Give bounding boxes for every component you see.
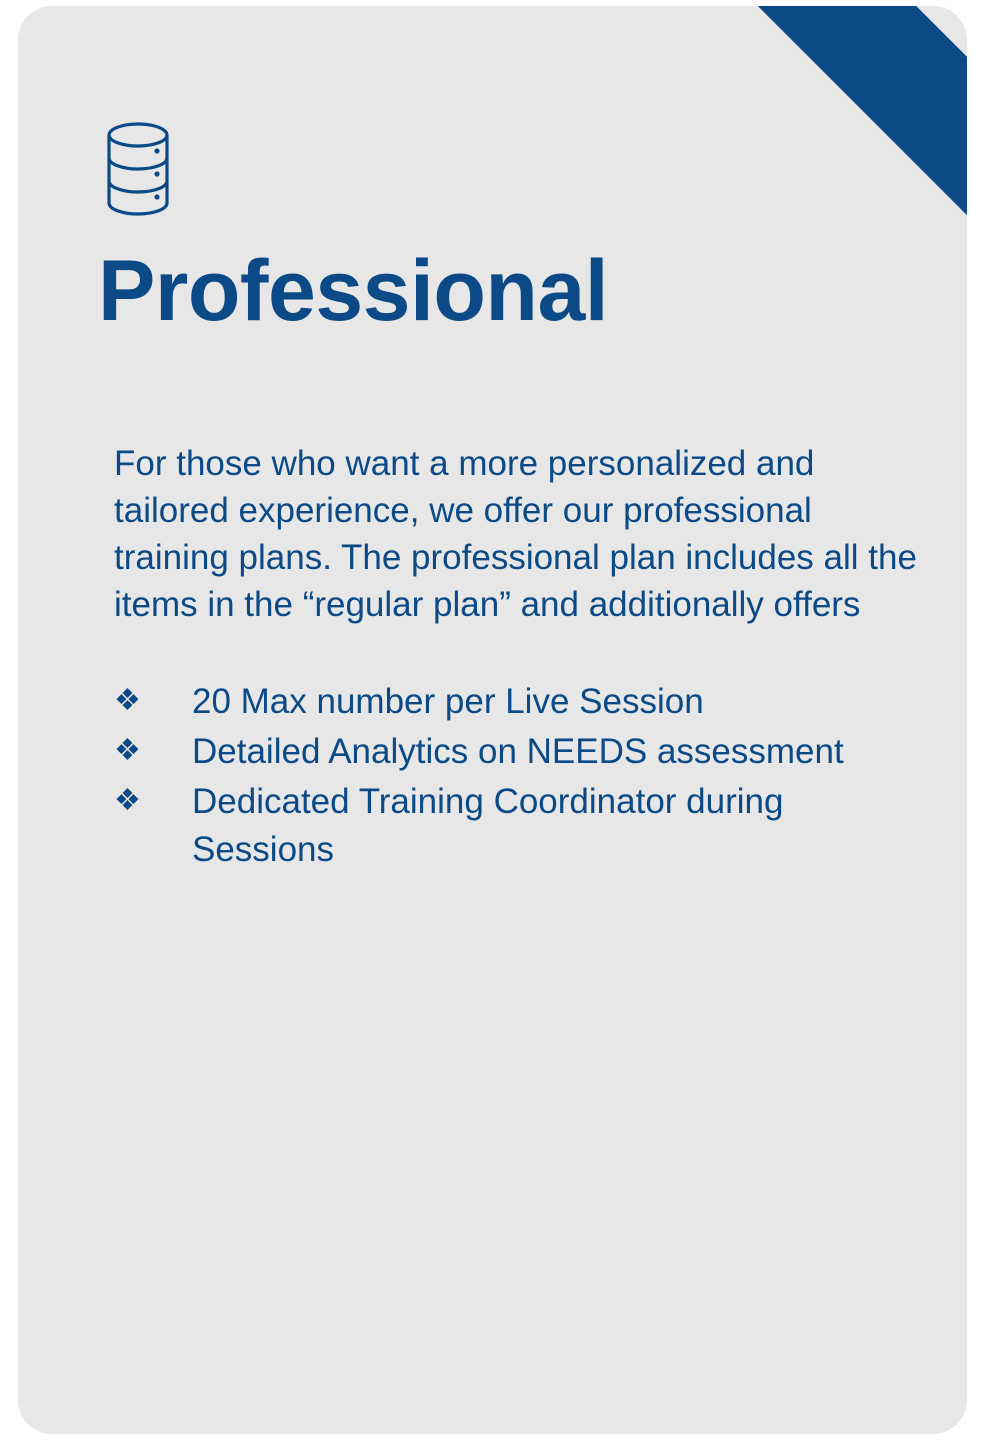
- database-stack-icon: [100, 118, 186, 228]
- corner-ribbon: [547, 6, 967, 426]
- list-item: [114, 678, 926, 726]
- bullet-icon: ❖: [114, 783, 141, 817]
- feature-label: Detailed Analytics on NEEDS assessment: [192, 731, 844, 771]
- page-title: Professional: [98, 243, 609, 339]
- bullet-icon: ❖: [114, 684, 141, 717]
- list-item: [114, 728, 926, 776]
- feature-label: 20 Max number per Live Session: [192, 682, 704, 721]
- list-item: [114, 778, 926, 874]
- feature-label: Dedicated Training Coordinator during Sessions: [192, 781, 784, 869]
- ribbon-band: [685, 6, 967, 386]
- pricing-card: [18, 6, 967, 1434]
- bullet-icon: ❖: [114, 733, 141, 767]
- feature-list: [114, 678, 926, 876]
- plan-description: For those who want a more personalized and tailored experience, we offer our professional training plans. The professional plan includes all the items in the “regular plan” and additionally offers: [114, 444, 917, 624]
